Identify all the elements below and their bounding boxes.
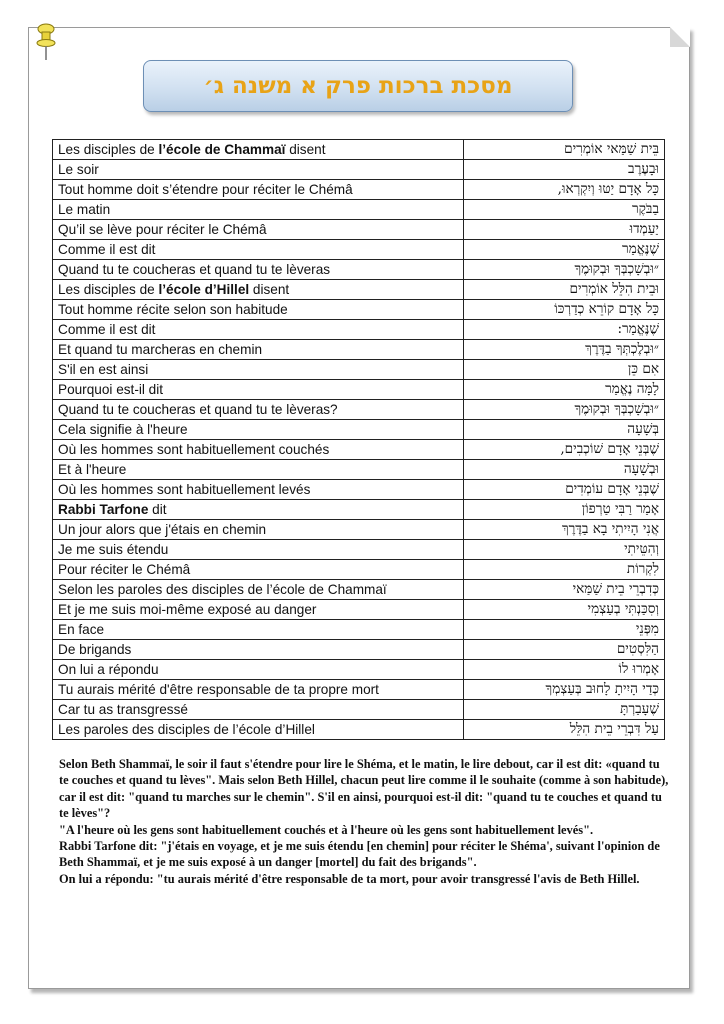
table-row <box>53 300 665 320</box>
hebrew-cell: אֲנִי הָיִיתִי בָא בַדֶּרֶךְ <box>464 520 665 540</box>
hebrew-cell: בֵּית שַׁמַּאי אוֹמְרִים <box>464 140 665 160</box>
french-text: Pourquoi est-il dit <box>58 382 164 397</box>
hebrew-cell: שֶׁבְּנֵי אָדָם עוֹמְדִים <box>464 480 665 500</box>
french-text: Et je me suis moi-même exposé au danger <box>58 602 317 617</box>
french-text: Le soir <box>58 162 99 177</box>
table-row <box>53 380 665 400</box>
french-cell <box>53 500 464 520</box>
hebrew-cell: בְּשָׁעָה <box>464 420 665 440</box>
french-bold-text: l’école d’Hillel <box>158 282 250 297</box>
table-row <box>53 680 665 700</box>
pushpin-icon <box>35 22 57 62</box>
french-text: Cela signifie à l'heure <box>58 422 188 437</box>
french-cell <box>53 540 464 560</box>
french-cell <box>53 200 464 220</box>
hebrew-cell: אִם כֵּן <box>464 360 665 380</box>
french-cell <box>53 300 464 320</box>
hebrew-cell: עַל דִּבְרֵי בֵית הִלֵּל <box>464 720 665 740</box>
french-text: Les paroles des disciples de l’école d’Hillel <box>58 722 315 737</box>
table-row <box>53 400 665 420</box>
page-sheet <box>28 27 690 989</box>
french-cell <box>53 580 464 600</box>
french-cell <box>53 600 464 620</box>
translation-table <box>52 139 665 740</box>
french-cell <box>53 660 464 680</box>
french-cell <box>53 400 464 420</box>
table-row <box>53 700 665 720</box>
commentary-paragraph: Rabbi Tarfone dit: "j'étais en voyage, et je me suis étendu [en chemin] pour réciter le Shéma', suivant l'opinion de Beth Shammaï, et je me suis exposé à un danger [mortel] du fait des brigands". <box>59 839 660 870</box>
french-cell <box>53 460 464 480</box>
french-text: Pour réciter le Chémâ <box>58 562 191 577</box>
french-cell <box>53 140 464 160</box>
hebrew-cell: כְּדַי הָיִיתָ לָחוּב בְּעַצְמְךָ <box>464 680 665 700</box>
table-row <box>53 280 665 300</box>
hebrew-cell: מִפְּנֵי <box>464 620 665 640</box>
page-fold-corner <box>670 27 690 47</box>
table-row <box>53 620 665 640</box>
hebrew-cell: ״וּבְלֶכְתְּךָ בַדֶּרֶךְ <box>464 340 665 360</box>
french-text: Tu aurais mérité d'être responsable de ta propre mort <box>58 682 379 697</box>
french-cell <box>53 180 464 200</box>
hebrew-cell: וְסִכַּנְתִּי בְעַצְמִי <box>464 600 665 620</box>
commentary-text <box>59 756 669 887</box>
table-row <box>53 460 665 480</box>
french-cell <box>53 720 464 740</box>
hebrew-cell: כָּל אָדָם יַטּוּ וְיִקְרְאוּ, <box>464 180 665 200</box>
french-cell <box>53 220 464 240</box>
french-cell <box>53 360 464 380</box>
french-cell <box>53 160 464 180</box>
hebrew-cell: ״וּבְשָׁכְבְּךָ וּבְקוּמֶךָ <box>464 260 665 280</box>
hebrew-cell: לִקְרוֹת <box>464 560 665 580</box>
french-cell <box>53 640 464 660</box>
french-cell <box>53 520 464 540</box>
hebrew-cell: ״וּבְשָׁכְבְּךָ וּבְקוּמֶךָ <box>464 400 665 420</box>
french-bold-text: l’école de Chammaï <box>158 142 286 157</box>
commentary-paragraph: On lui a répondu: "tu aurais mérité d'être responsable de ta mort, pour avoir transgressé l'avis de Beth Hillel. <box>59 871 640 886</box>
table-row <box>53 260 665 280</box>
table-row <box>53 540 665 560</box>
french-cell <box>53 560 464 580</box>
french-text: Où les hommes sont habituellement couchés <box>58 442 330 457</box>
page-title: מסכת ברכות פרק א משנה ג׳ <box>203 73 513 99</box>
hebrew-cell: וּבְשָׁעָה <box>464 460 665 480</box>
table-row <box>53 340 665 360</box>
french-cell <box>53 260 464 280</box>
french-text: On lui a répondu <box>58 662 159 677</box>
french-cell <box>53 240 464 260</box>
french-cell <box>53 440 464 460</box>
french-text: Selon les paroles des disciples de l’école de Chammaï <box>58 582 387 597</box>
hebrew-cell: בַבֹּקֶר <box>464 200 665 220</box>
french-text: Où les hommes sont habituellement levés <box>58 482 311 497</box>
commentary-paragraph: Selon Beth Shammaï, le soir il faut s'étendre pour lire le Shéma, et le matin, le lire debout, car il est dit: «quand tu te couches et quand tu lèves". Mais selon Beth Hillel, chacun peut lire comme il le souhaite (comme à son habitude), car il est dit: "quand tu marches sur le chemin". S'il en ainsi, pourquoi est-il dit: "quand tu te couches et quand tu te lèves"? <box>59 757 669 821</box>
french-text: dit <box>148 502 167 517</box>
table-row <box>53 560 665 580</box>
hebrew-cell: שֶׁנֶּאֱמַר: <box>464 320 665 340</box>
french-text: disent <box>285 142 326 157</box>
french-text: Tout homme doit s’étendre pour réciter le Chémâ <box>58 182 353 197</box>
french-text: Qu’il se lève pour réciter le Chémâ <box>58 222 267 237</box>
title-banner <box>143 60 573 112</box>
hebrew-cell: שֶׁנֶּאֱמַר <box>464 240 665 260</box>
table-row <box>53 500 665 520</box>
french-text: Comme il est dit <box>58 322 156 337</box>
table-row <box>53 600 665 620</box>
french-text: Le matin <box>58 202 111 217</box>
table-row <box>53 580 665 600</box>
hebrew-cell: שֶׁבְּנֵי אָדָם שׁוֹכְבִים, <box>464 440 665 460</box>
french-text: S'il en est ainsi <box>58 362 149 377</box>
french-cell <box>53 320 464 340</box>
french-text: Car tu as transgressé <box>58 702 188 717</box>
table-row <box>53 200 665 220</box>
table-row <box>53 520 665 540</box>
french-text: Les disciples de <box>58 282 159 297</box>
french-text: Quand tu te coucheras et quand tu te lèveras <box>58 262 331 277</box>
french-text: disent <box>249 282 290 297</box>
hebrew-cell: יַעַמְדוּ <box>464 220 665 240</box>
french-cell <box>53 340 464 360</box>
table-row <box>53 720 665 740</box>
commentary-paragraph: "A l'heure où les gens sont habituellement couchés et à l'heure où les gens sont habituellement levés". <box>59 822 594 837</box>
french-cell <box>53 620 464 640</box>
hebrew-cell: אָמַר רַבִּי טַרְפוֹן <box>464 500 665 520</box>
french-cell <box>53 280 464 300</box>
table-row <box>53 160 665 180</box>
table-row <box>53 420 665 440</box>
hebrew-cell: אָמְרוּ לוֹ <box>464 660 665 680</box>
french-cell <box>53 420 464 440</box>
table-row <box>53 320 665 340</box>
table-row <box>53 660 665 680</box>
table-row <box>53 480 665 500</box>
table-row <box>53 240 665 260</box>
french-text: Un jour alors que j'étais en chemin <box>58 522 267 537</box>
table-row <box>53 360 665 380</box>
table-row <box>53 640 665 660</box>
hebrew-cell: לָמָּה נֶאֱמַר <box>464 380 665 400</box>
french-text: De brigands <box>58 642 132 657</box>
french-text: Tout homme récite selon son habitude <box>58 302 288 317</box>
hebrew-cell: וְהִטֵּיתִי <box>464 540 665 560</box>
french-cell <box>53 380 464 400</box>
french-text: Les disciples de <box>58 142 159 157</box>
hebrew-cell: שֶׁעָבַרְתָּ <box>464 700 665 720</box>
french-text: Et à l'heure <box>58 462 127 477</box>
hebrew-cell: כְּדִבְרֵי בֵית שַׁמַּאי <box>464 580 665 600</box>
french-bold-text: Rabbi Tarfone <box>58 502 149 517</box>
french-text: Quand tu te coucheras et quand tu te lèveras? <box>58 402 338 417</box>
table-row <box>53 140 665 160</box>
french-text: Je me suis étendu <box>58 542 169 557</box>
table-row <box>53 220 665 240</box>
french-text: En face <box>58 622 105 637</box>
table-row <box>53 440 665 460</box>
french-text: Et quand tu marcheras en chemin <box>58 342 263 357</box>
hebrew-cell: וּבָעֶרֶב <box>464 160 665 180</box>
table-row <box>53 180 665 200</box>
french-text: Comme il est dit <box>58 242 156 257</box>
french-cell <box>53 700 464 720</box>
hebrew-cell: הַלִּסְטִים <box>464 640 665 660</box>
french-cell <box>53 480 464 500</box>
hebrew-cell: וּבֵית הִלֵּל אוֹמְרִים <box>464 280 665 300</box>
french-cell <box>53 680 464 700</box>
hebrew-cell: כָּל אָדָם קוֹרֵא כְדַרְכּוֹ <box>464 300 665 320</box>
